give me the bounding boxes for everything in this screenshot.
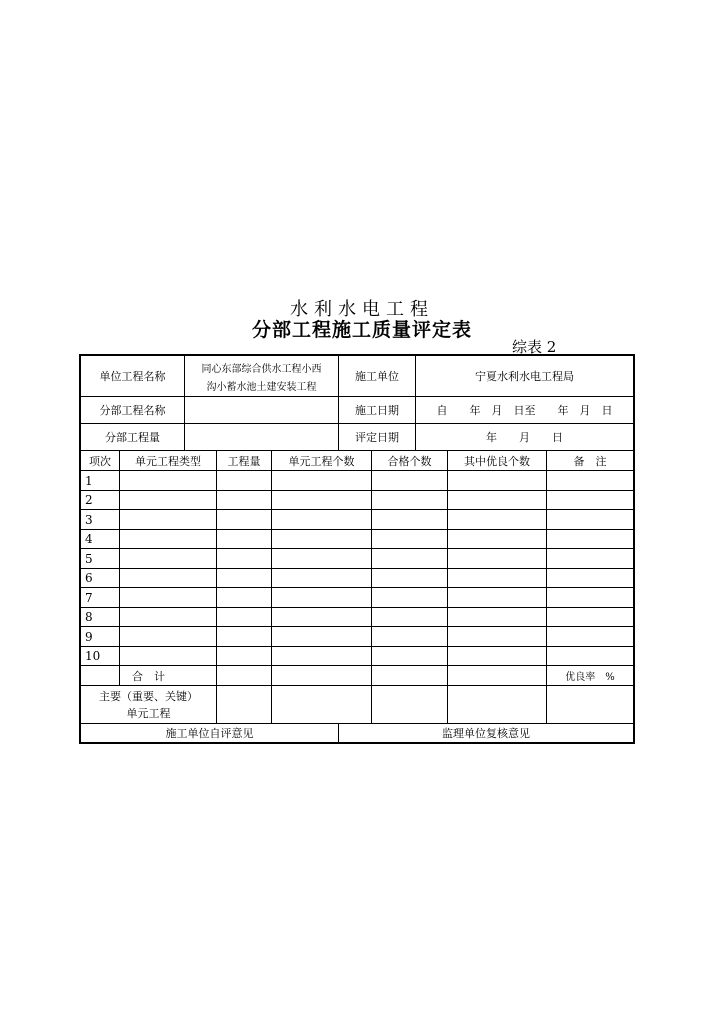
row-number: 3	[85, 512, 93, 527]
row-number: 1	[85, 473, 93, 488]
header-unit-count: 单元工程个数	[288, 454, 355, 468]
header-item-no: 项次	[89, 454, 111, 468]
construction-date-label: 施工日期	[355, 404, 399, 417]
evaluation-date-value: 年 月 日	[486, 431, 563, 444]
header-quantity: 工程量	[227, 454, 261, 468]
form-code: 综表 2	[512, 338, 557, 356]
major-unit-label-line1: 主要（重要、关键）	[99, 689, 198, 703]
row-number: 7	[85, 590, 93, 605]
sub-project-quantity-label: 分部工程量	[105, 431, 160, 444]
construction-self-evaluation-label: 施工单位自评意见	[165, 727, 254, 740]
supervision-review-label: 监理单位复核意见	[442, 727, 530, 740]
unit-project-name-line2: 沟小蓄水池土建安装工程	[206, 381, 317, 393]
row-number: 8	[85, 610, 93, 624]
row-number: 5	[85, 551, 93, 566]
sub-project-name-label: 分部工程名称	[99, 404, 166, 417]
row-number: 2	[85, 493, 93, 507]
major-unit-label-line2: 单元工程	[126, 706, 171, 720]
row-number: 10	[85, 649, 101, 663]
construction-unit-label: 施工单位	[355, 370, 399, 383]
header-unit-type: 单元工程类型	[135, 454, 201, 468]
row-number: 4	[85, 532, 93, 546]
unit-project-name-line1: 同心东部综合供水工程小西	[201, 363, 322, 375]
total-label: 合 计	[132, 669, 165, 683]
excellent-rate-label: 优良率 %	[565, 672, 615, 683]
header-excellent-count: 其中优良个数	[464, 454, 530, 468]
row-number: 6	[85, 571, 93, 585]
construction-unit-value: 宁夏水利水电工程局	[475, 370, 574, 383]
row-number: 9	[85, 629, 93, 644]
unit-project-name-label: 单位工程名称	[99, 370, 166, 383]
header-qualified-count: 合格个数	[387, 454, 432, 468]
evaluation-date-label: 评定日期	[355, 431, 399, 444]
header-remarks: 备 注	[573, 454, 607, 468]
document-title-line1: 水利水电工程	[290, 299, 434, 320]
document-title-line2: 分部工程施工质量评定表	[251, 319, 472, 341]
evaluation-form	[79, 354, 635, 744]
construction-date-value: 自 年 月 日至 年 月 日	[436, 404, 613, 417]
